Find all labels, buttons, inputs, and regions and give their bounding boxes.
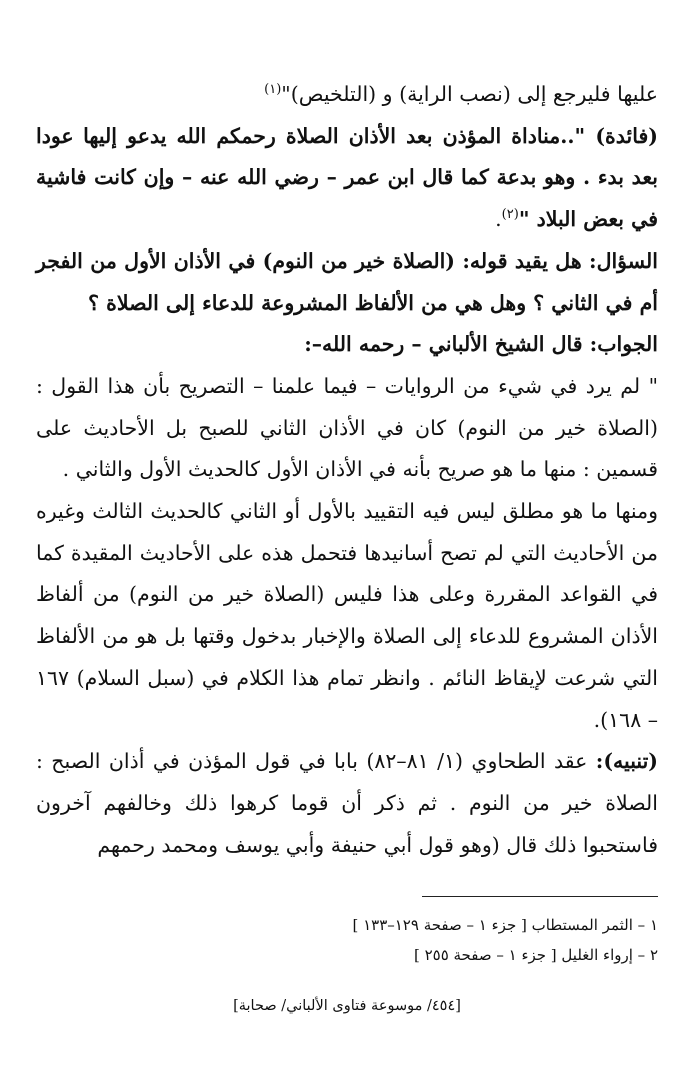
tanbih-label: (تنبيه): <box>595 749 658 774</box>
answer-text: " لم يرد في شيء من الروايات – فيما علمنا – التصريح بأن هذا القول : (الصلاة خير من النوم) كان في الأذان الثاني للصبح بل الأحاديث على قسمين : منها ما هو صريح بأنه في الأذان الأول كالحديث الأول والثاني . <box>36 373 658 482</box>
question-label: السؤال: <box>589 248 658 273</box>
footnote-ref-2: (٢) <box>501 207 519 223</box>
document-page <box>36 74 658 1034</box>
footnotes <box>36 910 658 970</box>
paragraph-tanbih <box>36 741 658 866</box>
paragraph-answer-continued <box>36 491 658 741</box>
answer-label: الجواب: <box>589 332 658 357</box>
paragraph-text: عليها فليرجع إلى (نصب الراية) و (التلخيص)" <box>281 82 658 106</box>
note-text: عودا بعد بدء . وهو بدعة كما قال ابن عمر – رضي الله عنه – وإن كانت فاشية في بعض البلاد " <box>36 123 658 232</box>
note-lead: (فائدة) "..مناداة المؤذن بعد الأذان الصلاة رحمكم الله يدعو إليها <box>83 123 658 148</box>
tanbih-text: عقد الطحاوي (١/ ٨١–٨٢) بابا في قول المؤذن في أذان الصبح : الصلاة خير من النوم . ثم ذكر أن قوما كرهوا ذلك وخالفهم آخرون فاستحبوا ذلك قال (وهو قول أبي حنيفة وأبي يوسف ومحمد رحمهم <box>36 749 658 857</box>
footnote-ref-1: (١) <box>264 82 282 98</box>
footnote-2: ٢ – إرواء الغليل [ جزء ١ – صفحة ٢٥٥ ] <box>413 946 658 964</box>
paragraph-reference <box>36 74 658 116</box>
page-footer: [٤٥٤/ موسوعة فتاوى الألباني/ صحابة] <box>233 998 461 1014</box>
answer-continued-text: ومنها ما هو مطلق ليس فيه التقييد بالأول أو الثاني كالحديث الثالث وغيره من الأحاديث التي لم تصح أسانيدها فتحمل هذه على الأحاديث المقيدة كما في القواعد المقررة وعلى هذا فليس (الصلاة خير من النوم) من ألفاظ الأذان المشروع للدعاء إلى الصلاة والإخبار بدخول وقتها بل هو من الألفاظ التي شرعت لإيقاظ النائم . وانظر تمام هذا الكلام في (سبل السلام) ١٦٧ – ١٦٨). <box>36 499 658 732</box>
main-text <box>36 74 658 866</box>
paragraph-question <box>36 241 658 324</box>
paragraph-answer-heading <box>36 324 658 366</box>
note-tail: . <box>495 207 502 232</box>
answer-heading-text: قال الشيخ الألباني – رحمه الله–: <box>304 332 583 357</box>
paragraph-note <box>36 116 658 241</box>
footnote-divider <box>422 896 658 897</box>
footnote-1: ١ – الثمر المستطاب [ جزء ١ – صفحة ١٢٩–١٣٣ ] <box>352 916 658 934</box>
paragraph-answer <box>36 366 658 491</box>
question-text: هل يقيد قوله: (الصلاة خير من النوم) في الأذان الأول من الفجر أم في الثاني ؟ وهل هي من الألفاظ المشروعة للدعاء إلى الصلاة ؟ <box>36 248 658 315</box>
